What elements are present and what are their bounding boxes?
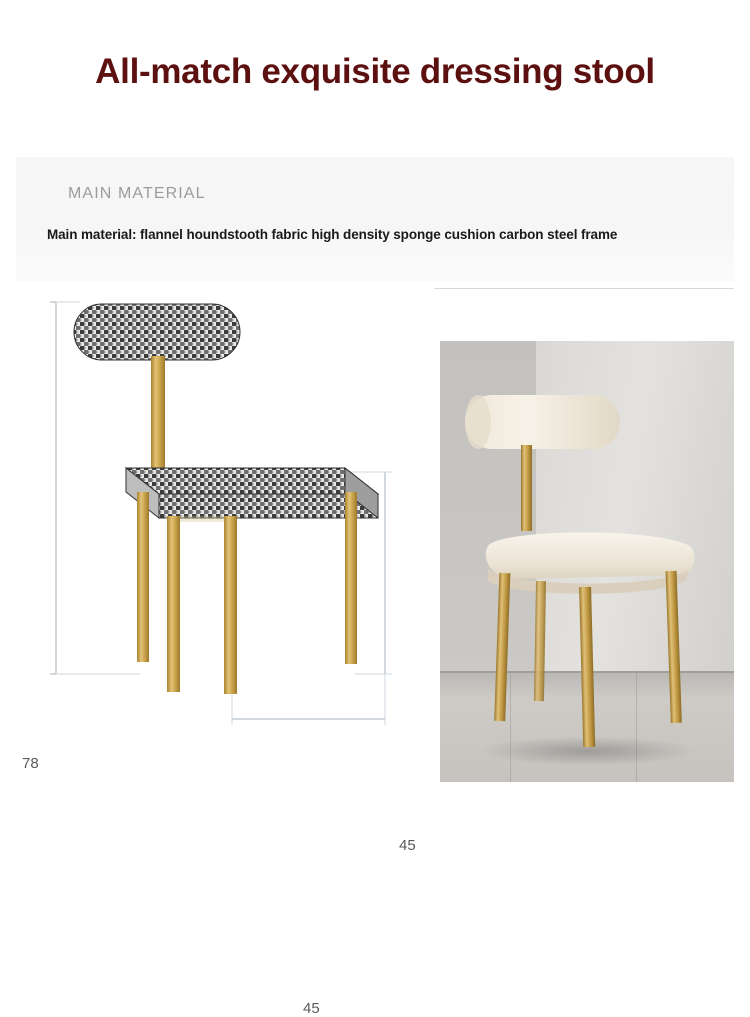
product-photo: [440, 341, 734, 782]
material-description: Main material: flannel houndstooth fabric high density sponge cushion carbon steel frame: [47, 227, 618, 242]
photo-backrest: [465, 395, 620, 449]
section-divider: [434, 288, 734, 289]
material-heading: MAIN MATERIAL: [68, 185, 206, 202]
dim-seat-height-line: [379, 472, 391, 674]
back-post: [151, 356, 165, 474]
legs: [137, 492, 357, 694]
photo-back-post: [521, 445, 532, 531]
dimension-seat-height: 45: [399, 837, 416, 854]
backrest: [74, 304, 240, 360]
photo-seat: [486, 532, 695, 593]
seat: [126, 468, 378, 518]
dimension-diagram: [0, 282, 440, 1017]
page-title: All-match exquisite dressing stool: [95, 52, 655, 91]
diagram-svg: [0, 282, 440, 782]
dim-total-height-line: [50, 302, 68, 674]
dimension-seat-width: 45: [303, 1000, 320, 1017]
photo-legs: [494, 571, 682, 747]
material-band: [16, 157, 734, 282]
dimension-total-height: 78: [22, 755, 39, 772]
dim-seat-width-line: [232, 713, 385, 725]
photo-chair: [440, 341, 734, 782]
